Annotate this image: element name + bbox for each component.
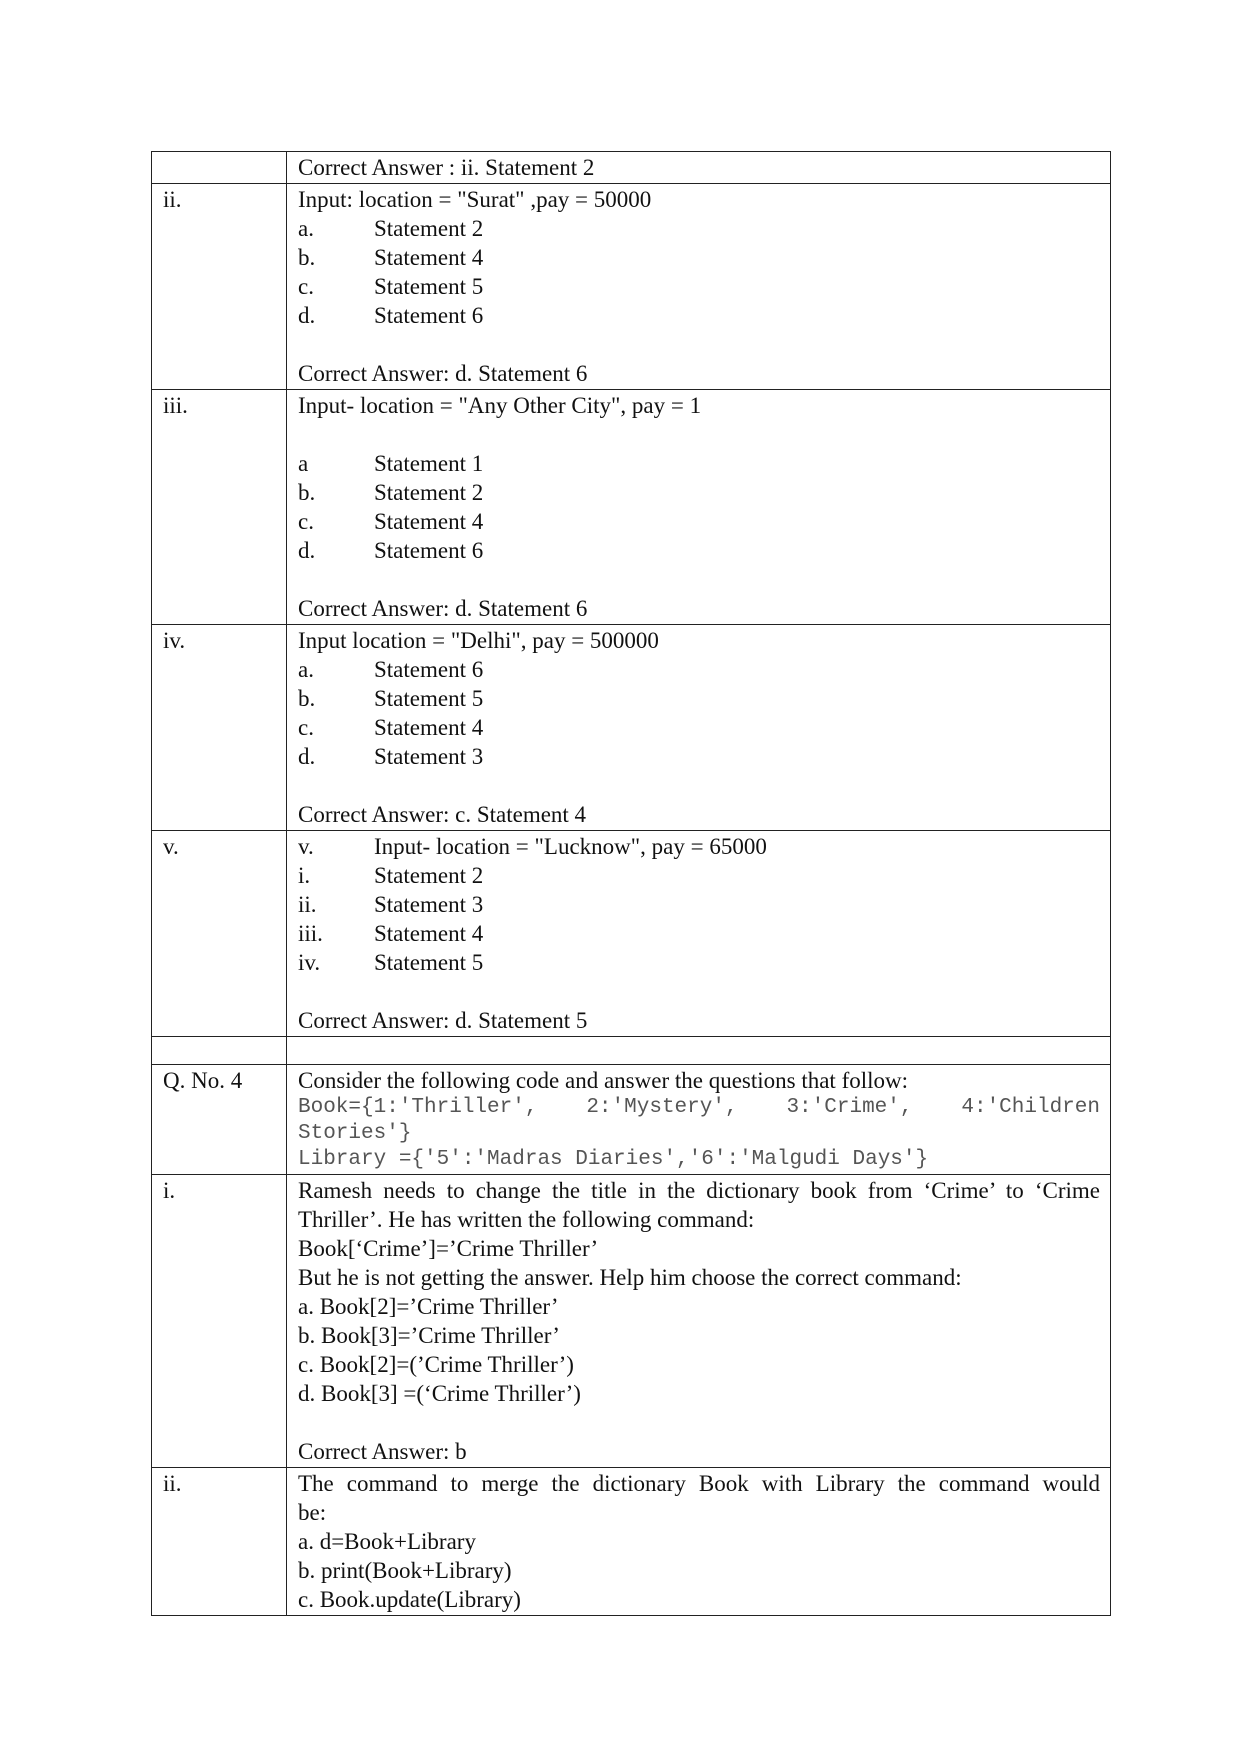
row-label: Q. No. 4 bbox=[152, 1065, 287, 1175]
table-row bbox=[152, 625, 1111, 831]
blank-line bbox=[298, 977, 1100, 1006]
text-line: c. Book[2]=(’Crime Thriller’) bbox=[298, 1352, 574, 1377]
option-text: Statement 2 bbox=[374, 863, 484, 888]
option-text: Statement 5 bbox=[374, 274, 484, 299]
option-marker: d. bbox=[298, 303, 316, 328]
text-line: be: bbox=[298, 1500, 327, 1525]
row-label: i. bbox=[152, 1175, 287, 1468]
text-line: a. Book[2]=’Crime Thriller’ bbox=[298, 1294, 559, 1319]
question-table bbox=[151, 151, 1111, 1616]
option-marker: c. bbox=[298, 509, 314, 534]
option-marker: iii. bbox=[298, 921, 323, 946]
option-item bbox=[298, 742, 1100, 771]
row-content bbox=[287, 1065, 1111, 1175]
option-item bbox=[298, 890, 1100, 919]
text-line: Ramesh needs to change the title in the dictionary book from ‘Crime’ to ‘Crime bbox=[298, 1178, 1100, 1203]
option-item bbox=[298, 861, 1100, 890]
option-marker: iv. bbox=[298, 950, 321, 975]
option-marker: c. bbox=[298, 715, 314, 740]
text-line: b. print(Book+Library) bbox=[298, 1558, 512, 1583]
input-line: Input location = "Delhi", pay = 500000 bbox=[298, 628, 659, 653]
correct-answer: Correct Answer: c. Statement 4 bbox=[298, 802, 587, 827]
option-text: Statement 1 bbox=[374, 451, 484, 476]
option-marker: i. bbox=[298, 863, 311, 888]
question-prompt: Consider the following code and answer the questions that follow: bbox=[298, 1068, 909, 1093]
spacer-cell bbox=[287, 1037, 1111, 1065]
option-item bbox=[298, 948, 1100, 977]
option-item bbox=[298, 832, 1100, 861]
spacer-cell bbox=[152, 1037, 287, 1065]
option-text: Statement 6 bbox=[374, 657, 484, 682]
option-text: Statement 4 bbox=[374, 715, 484, 740]
text-line: b. Book[3]=’Crime Thriller’ bbox=[298, 1323, 560, 1348]
table-row bbox=[152, 1175, 1111, 1468]
row-label: iii. bbox=[152, 390, 287, 625]
row-label: ii. bbox=[152, 1468, 287, 1616]
option-marker: d. bbox=[298, 744, 316, 769]
text-line: The command to merge the dictionary Book with Library the command would bbox=[298, 1471, 1100, 1496]
option-marker: b. bbox=[298, 245, 316, 270]
blank-line bbox=[298, 771, 1100, 800]
option-item bbox=[298, 272, 1100, 301]
option-item bbox=[298, 478, 1100, 507]
row-content bbox=[287, 625, 1111, 831]
table-row bbox=[152, 831, 1111, 1037]
option-text: Input- location = "Lucknow", pay = 65000 bbox=[374, 834, 767, 859]
blank-line bbox=[298, 565, 1100, 594]
option-marker: a. bbox=[298, 216, 314, 241]
option-text: Statement 2 bbox=[374, 480, 484, 505]
option-marker: b. bbox=[298, 480, 316, 505]
input-line: Input: location = "Surat" ,pay = 50000 bbox=[298, 187, 652, 212]
text-line: Book[‘Crime’]=’Crime Thriller’ bbox=[298, 1236, 599, 1261]
option-item bbox=[298, 684, 1100, 713]
option-item bbox=[298, 919, 1100, 948]
table-row bbox=[152, 1468, 1111, 1616]
option-marker: b. bbox=[298, 686, 316, 711]
option-text: Statement 4 bbox=[374, 509, 484, 534]
option-text: Statement 4 bbox=[374, 921, 484, 946]
code-line: Stories'} bbox=[298, 1122, 412, 1145]
blank-line bbox=[298, 1408, 1100, 1437]
option-text: Statement 5 bbox=[374, 686, 484, 711]
option-text: Statement 4 bbox=[374, 245, 484, 270]
correct-answer: Correct Answer: d. Statement 6 bbox=[298, 596, 588, 621]
input-line: Input- location = "Any Other City", pay = 1 bbox=[298, 393, 702, 418]
text-line: d. Book[3] =(‘Crime Thriller’) bbox=[298, 1381, 581, 1406]
correct-answer: Correct Answer: b bbox=[298, 1439, 467, 1464]
option-text: Statement 5 bbox=[374, 950, 484, 975]
option-text: Statement 6 bbox=[374, 303, 484, 328]
row-content bbox=[287, 1175, 1111, 1468]
option-text: Statement 3 bbox=[374, 892, 484, 917]
text-line: But he is not getting the answer. Help him choose the correct command: bbox=[298, 1265, 962, 1290]
correct-answer: Correct Answer : ii. Statement 2 bbox=[298, 155, 595, 180]
option-item bbox=[298, 536, 1100, 565]
text-line: a. d=Book+Library bbox=[298, 1529, 476, 1554]
option-marker: c. bbox=[298, 274, 314, 299]
row-label: v. bbox=[152, 831, 287, 1037]
option-marker: a bbox=[298, 451, 309, 476]
row-content bbox=[287, 1468, 1111, 1616]
option-item bbox=[298, 713, 1100, 742]
option-item bbox=[298, 243, 1100, 272]
row-content bbox=[287, 390, 1111, 625]
option-item bbox=[298, 301, 1100, 330]
code-line: Library ={'5':'Madras Diaries','6':'Malgudi Days'} bbox=[298, 1148, 929, 1171]
option-item bbox=[298, 449, 1100, 478]
option-marker: d. bbox=[298, 538, 316, 563]
row-label bbox=[152, 152, 287, 184]
option-marker: v. bbox=[298, 834, 314, 859]
code-line: Book={1:'Thriller', 2:'Mystery', 3:'Crime', 4:'Children bbox=[298, 1096, 1100, 1119]
table-row bbox=[152, 184, 1111, 390]
text-line: c. Book.update(Library) bbox=[298, 1587, 521, 1612]
row-content bbox=[287, 152, 1111, 184]
option-marker: a. bbox=[298, 657, 314, 682]
option-item bbox=[298, 507, 1100, 536]
option-text: Statement 3 bbox=[374, 744, 484, 769]
option-text: Statement 2 bbox=[374, 216, 484, 241]
option-text: Statement 6 bbox=[374, 538, 484, 563]
option-marker: ii. bbox=[298, 892, 317, 917]
row-label: ii. bbox=[152, 184, 287, 390]
row-label: iv. bbox=[152, 625, 287, 831]
blank-line bbox=[298, 420, 1100, 449]
row-content bbox=[287, 184, 1111, 390]
correct-answer: Correct Answer: d. Statement 5 bbox=[298, 1008, 588, 1033]
table-row bbox=[152, 152, 1111, 184]
table-row bbox=[152, 1065, 1111, 1175]
row-content bbox=[287, 831, 1111, 1037]
table-row bbox=[152, 390, 1111, 625]
option-item bbox=[298, 214, 1100, 243]
spacer-row bbox=[152, 1037, 1111, 1065]
blank-line bbox=[298, 330, 1100, 359]
correct-answer: Correct Answer: d. Statement 6 bbox=[298, 361, 588, 386]
option-item bbox=[298, 655, 1100, 684]
text-line: Thriller’. He has written the following command: bbox=[298, 1207, 755, 1232]
